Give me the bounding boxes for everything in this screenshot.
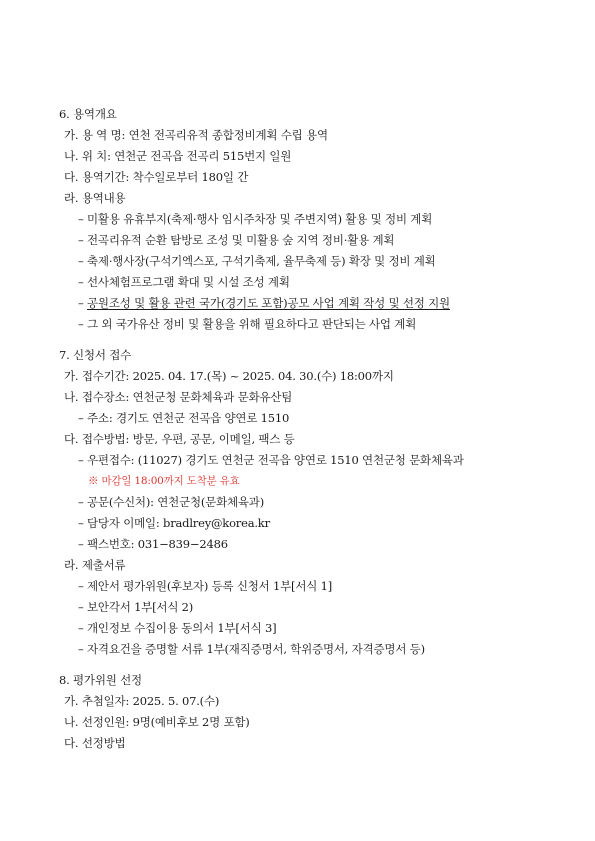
deadline-note: ※ 마감일 18:00까지 도착분 유효 [88, 475, 240, 487]
reception-method: 다. 접수방법: 방문, 우편, 공문, 이메일, 팩스 등 [64, 432, 295, 446]
service-content-item: – 그 외 국가유산 정비 및 활용을 위해 필요하다고 판단되는 사업 계획 [78, 317, 417, 331]
service-name: 가. 용 역 명: 연천 전곡리유적 종합정비계획 수립 용역 [64, 128, 328, 142]
service-content-item: – 선사체험프로그램 확대 및 시설 조성 계획 [78, 275, 290, 289]
document-item: – 개인정보 수집이용 동의서 1부[서식 3] [78, 621, 277, 635]
document-item: – 보안각서 1부[서식 2) [78, 600, 194, 614]
underlined-text: 공원조성 및 활용 관련 국가(경기도 포함)공모 사업 계획 작성 및 선정 지원 [87, 296, 450, 310]
lottery-date: 가. 추첨일자: 2025. 5. 07.(수) [64, 694, 220, 708]
service-content-heading: 라. 용역내용 [64, 191, 126, 205]
service-content-item: – 전곡리유적 순환 탐방로 조성 및 미활용 숲 지역 정비·활용 계획 [78, 233, 395, 247]
service-content-item: – 미활용 유휴부지(축제·행사 임시주차장 및 주변지역) 활용 및 정비 계획 [78, 212, 433, 226]
service-content-item-underlined [78, 296, 450, 310]
reception-period: 가. 접수기간: 2025. 04. 17.(목) ~ 2025. 04. 30.(수) 18:00까지 [64, 369, 394, 383]
official-document-recipient: – 공문(수신처): 연천군청(문화체육과) [78, 495, 265, 509]
documents-heading: 라. 제출서류 [64, 558, 126, 572]
fax-number: – 팩스번호: 031−839−2486 [78, 537, 228, 551]
reception-address: – 주소: 경기도 연천군 전곡읍 양연로 1510 [78, 411, 290, 425]
section-7-heading: 7. 신청서 접수 [59, 348, 132, 362]
service-content-item: – 축제·행사장(구석기엑스포, 구석기축제, 율무축제 등) 확장 및 정비 계획 [78, 254, 436, 268]
selection-count: 나. 선정인원: 9명(예비후보 2명 포함) [64, 715, 250, 729]
section-8-heading: 8. 평가위원 선정 [59, 673, 142, 687]
service-location: 나. 위 치: 연천군 전곡읍 전곡리 515번지 일원 [64, 149, 292, 163]
section-6-heading: 6. 용역개요 [59, 107, 117, 121]
mail-reception: – 우편접수: (11027) 경기도 연천군 전곡읍 양연로 1510 연천군청 문화체육과 [78, 453, 464, 467]
dash-mark: – [78, 296, 88, 310]
document-item: – 제안서 평가위원(후보자) 등록 신청서 1부[서식 1] [78, 579, 333, 593]
service-period: 다. 용역기간: 착수일로부터 180일 간 [64, 170, 249, 184]
selection-method-heading: 다. 선정방법 [64, 736, 126, 750]
reception-place: 나. 접수장소: 연천군청 문화체육과 문화유산팀 [64, 390, 293, 404]
document-item: – 자격요건을 증명할 서류 1부(재직증명서, 학위증명서, 자격증명서 등) [78, 642, 425, 656]
contact-email: – 담당자 이메일: bradlrey@korea.kr [78, 516, 270, 530]
